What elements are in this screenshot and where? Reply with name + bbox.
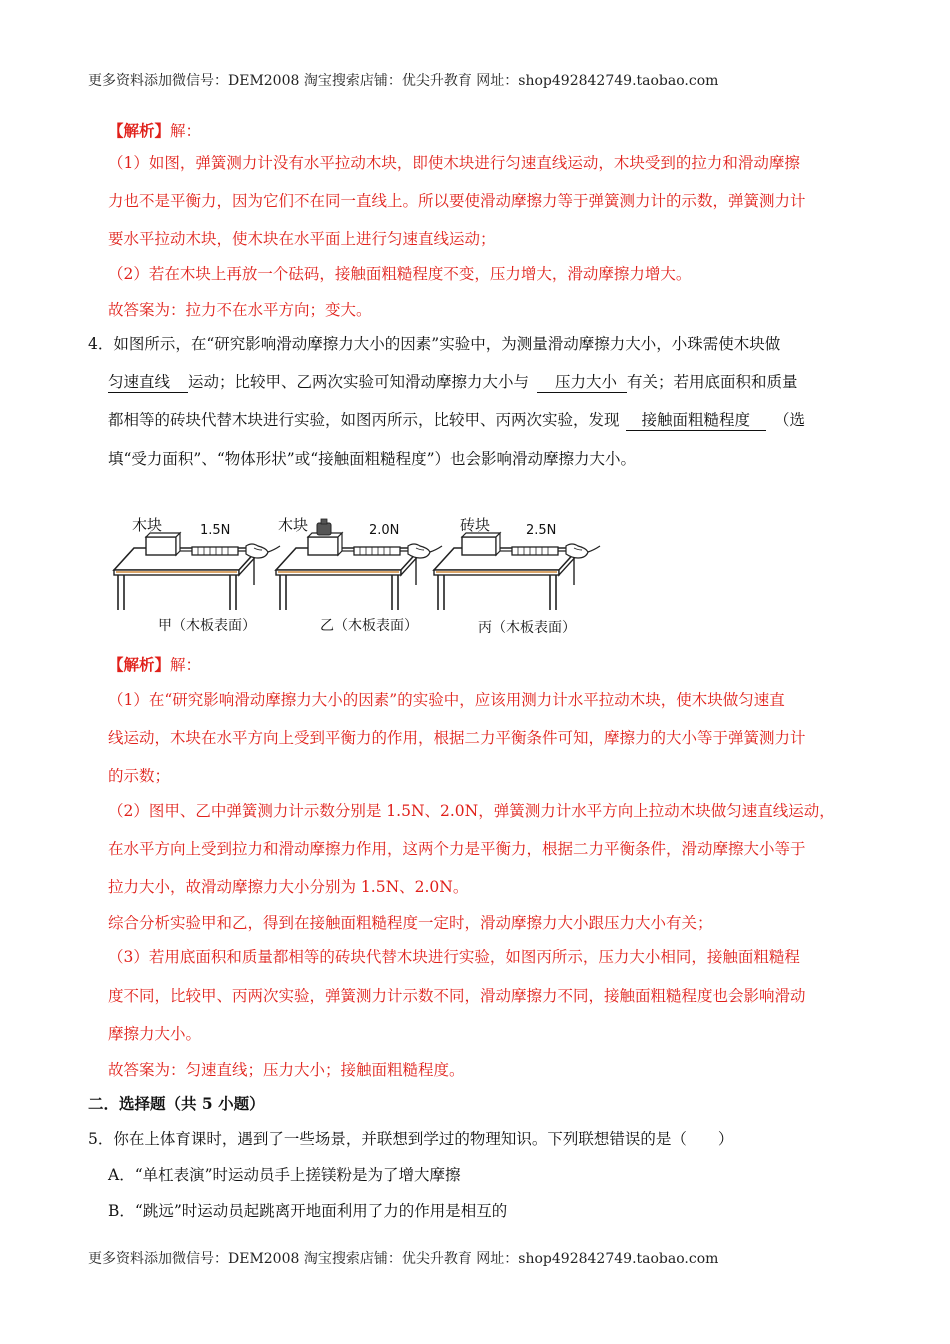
analysis-line: （2）图甲、乙中弹簧测力计示数分别是 1.5N、2.0N，弹簧测力计水平方向上拉动木块做匀速直线运动， bbox=[108, 802, 835, 820]
answer-blank: 接触面粗糙程度 bbox=[626, 410, 767, 431]
analysis-line: 拉力大小，故滑动摩擦力大小分别为 1.5N、2.0N。 bbox=[108, 878, 469, 896]
analysis-line: （3）若用底面积和质量都相等的砖块代替木块进行实验，如图丙所示，压力大小相同，接触面粗糙程 bbox=[108, 948, 800, 966]
force-label: 2.0N bbox=[369, 523, 400, 538]
analysis-line: 的示数； bbox=[108, 767, 171, 785]
analysis-tag: 【解析】 bbox=[108, 655, 171, 674]
page-header: 更多资料添加微信号：DEM2008 淘宝搜索店铺：优尖升教育 网址：shop492842749.taobao.com bbox=[88, 73, 719, 89]
option-b[interactable]: B．“跳远”时运动员起跳离开地面利用了力的作用是相互的 bbox=[108, 1202, 508, 1220]
analysis-tag-suffix: 解： bbox=[170, 122, 202, 140]
object-label: 砖块 bbox=[460, 516, 491, 534]
analysis-line: 综合分析实验甲和乙，得到在接触面粗糙程度一定时，滑动摩擦力大小跟压力大小有关； bbox=[108, 914, 713, 932]
panel-caption: 乙（木板表面） bbox=[320, 618, 418, 634]
analysis-tag: 【解析】 bbox=[108, 121, 171, 140]
option-a[interactable]: A．“单杠表演”时运动员手上搓镁粉是为了增大摩擦 bbox=[108, 1166, 461, 1184]
analysis-line: 线运动，木块在水平方向上受到平衡力的作用，根据二力平衡条件可知，摩擦力的大小等于弹簧测力计 bbox=[108, 729, 806, 747]
answer-line: 故答案为：拉力不在水平方向；变大。 bbox=[108, 301, 372, 319]
question-4-line: 都相等的砖块代替木块进行实验，如图丙所示，比较甲、丙两次实验，发现 接触面粗糙程度 （选 bbox=[108, 411, 806, 429]
analysis-line: 度不同，比较甲、丙两次实验，弹簧测力计示数不同，滑动摩擦力不同，接触面粗糙程度也会影响滑动 bbox=[108, 987, 806, 1005]
brick-block bbox=[462, 537, 496, 555]
analysis-line: （2）若在木块上再放一个砝码，接触面粗糙程度不变，压力增大，滑动摩擦力增大。 bbox=[108, 265, 692, 283]
question-4-line: 匀速直线 运动；比较甲、乙两次实验可知滑动摩擦力大小与 压力大小 有关；若用底面积和质量 bbox=[108, 373, 798, 391]
analysis-line: 要水平拉动木块，使木块在水平面上进行匀速直线运动； bbox=[108, 230, 496, 248]
analysis-line: （1）如图，弹簧测力计没有水平拉动木块，即使木块进行匀速直线运动，木块受到的拉力和滑动摩擦 bbox=[108, 154, 800, 172]
question-4-line: 填“受力面积”、“物体形状”或“接触面粗糙程度”）也会影响滑动摩擦力大小。 bbox=[108, 450, 637, 468]
analysis-line: 摩擦力大小。 bbox=[108, 1025, 202, 1043]
answer-line: 故答案为：匀速直线；压力大小；接触面粗糙程度。 bbox=[108, 1061, 465, 1079]
object-label: 木块 bbox=[278, 516, 309, 534]
question-4-line: 4．如图所示，在“研究影响滑动摩擦力大小的因素”实验中，为测量滑动摩擦力大小，小珠需使木块做 bbox=[88, 335, 781, 353]
wood-block bbox=[146, 537, 176, 555]
experiment-figure bbox=[104, 510, 604, 640]
panel-caption: 甲（木板表面） bbox=[158, 618, 256, 634]
analysis-heading bbox=[108, 121, 201, 141]
analysis-heading bbox=[108, 655, 201, 675]
page-footer: 更多资料添加微信号：DEM2008 淘宝搜索店铺：优尖升教育 网址：shop492842749.taobao.com bbox=[88, 1251, 719, 1267]
force-label: 2.5N bbox=[526, 523, 557, 538]
section-title: 二．选择题（共 5 小题） bbox=[88, 1094, 265, 1113]
analysis-line: 在水平方向上受到拉力和滑动摩擦力作用，这两个力是平衡力，根据二力平衡条件，滑动摩擦大小等于 bbox=[108, 840, 806, 858]
answer-blank: 匀速直线 bbox=[108, 372, 188, 393]
panel-bing bbox=[434, 533, 600, 610]
object-label: 木块 bbox=[132, 516, 163, 534]
panel-caption: 丙（木板表面） bbox=[478, 620, 576, 636]
answer-blank: 压力大小 bbox=[537, 372, 627, 393]
analysis-line: （1）在“研究影响滑动摩擦力大小的因素”的实验中，应该用测力计水平拉动木块，使木块做匀速直 bbox=[108, 691, 785, 709]
weight-icon bbox=[317, 523, 331, 535]
wood-block bbox=[308, 537, 338, 555]
question-5-stem: 5．你在上体育课时，遇到了一些场景，并联想到学过的物理知识。下列联想错误的是（ ） bbox=[88, 1130, 734, 1148]
panel-jia bbox=[114, 533, 280, 610]
analysis-tag-suffix: 解： bbox=[170, 656, 202, 674]
force-label: 1.5N bbox=[200, 523, 231, 538]
analysis-line: 力也不是平衡力，因为它们不在同一直线上。所以要使滑动摩擦力等于弹簧测力计的示数，弹簧测力计 bbox=[108, 192, 806, 210]
